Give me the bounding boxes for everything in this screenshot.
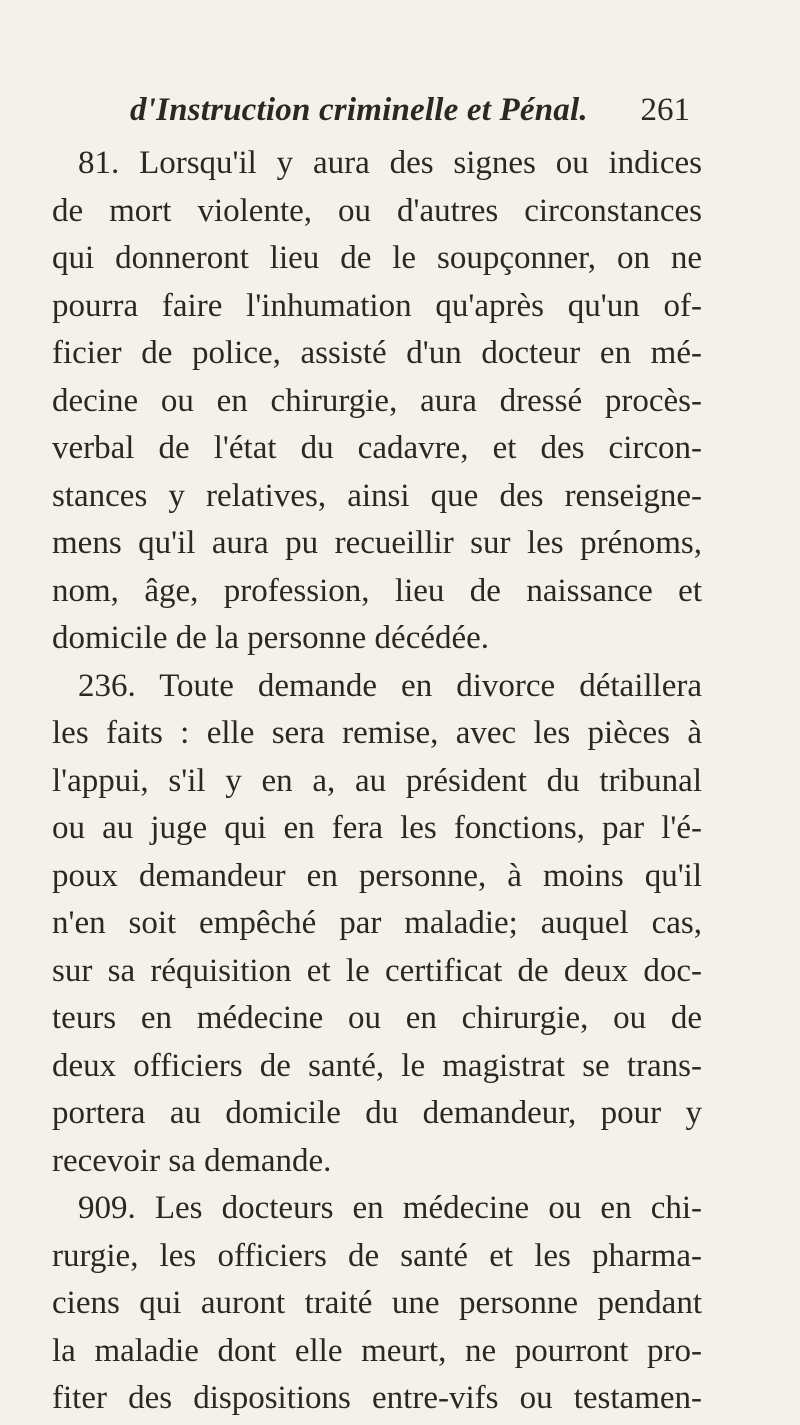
text-line: domicile de la personne décédée. — [52, 620, 490, 656]
text-line: verbal de l'état du cadavre, et des circon- — [52, 430, 702, 466]
text-line: deux officiers de santé, le magistrat se trans- — [52, 1047, 702, 1084]
text-line: de mort violente, ou d'autres circonstances — [52, 192, 702, 229]
text-line: la maladie dont elle meurt, ne pourront pro- — [52, 1332, 702, 1369]
text-line: rurgie, les officiers de santé et les pharma- — [52, 1237, 702, 1274]
text-line: fiter des dispositions entre-vifs ou testamen- — [52, 1380, 702, 1416]
text-line: nom, âge, profession, lieu de naissance et — [52, 572, 702, 609]
page-number: 261 — [640, 92, 690, 128]
text-line: ou au juge qui en fera les fonctions, par l'é- — [52, 810, 702, 846]
running-head — [130, 92, 690, 138]
running-title: d'Instruction criminelle et Pénal. — [130, 92, 588, 128]
text-line: ficier de police, assisté d'un docteur en mé- — [52, 335, 702, 371]
text-line: qui donneront lieu de le soupçonner, on ne — [52, 240, 702, 276]
text-line: sur sa réquisition et le certificat de deux doc- — [52, 952, 702, 989]
text-line: stances y relatives, ainsi que des renseigne- — [52, 477, 702, 514]
text-line: 909. Les docteurs en médecine ou en chi- — [78, 1190, 702, 1226]
text-line: l'appui, s'il y en a, au président du tribunal — [52, 762, 702, 799]
text-line: 236. Toute demande en divorce détaillera — [78, 667, 702, 704]
body-text — [52, 140, 702, 1423]
text-line: n'en soit empêché par maladie; auquel cas, — [52, 905, 702, 941]
text-line: portera au domicile du demandeur, pour y — [52, 1095, 702, 1131]
text-line: decine ou en chirurgie, aura dressé procès- — [52, 382, 702, 419]
text-line: poux demandeur en personne, à moins qu'il — [52, 857, 702, 894]
text-line: pourra faire l'inhumation qu'après qu'un of- — [52, 287, 702, 324]
text-line: 81. Lorsqu'il y aura des signes ou indices — [78, 145, 702, 181]
text-line: teurs en médecine ou en chirurgie, ou de — [52, 1000, 702, 1036]
text-line: mens qu'il aura pu recueillir sur les prénoms, — [52, 525, 702, 561]
text-line: recevoir sa demande. — [52, 1142, 332, 1179]
text-line: les faits : elle sera remise, avec les pièces à — [52, 715, 702, 751]
text-line: ciens qui auront traité une personne pendant — [52, 1285, 702, 1321]
